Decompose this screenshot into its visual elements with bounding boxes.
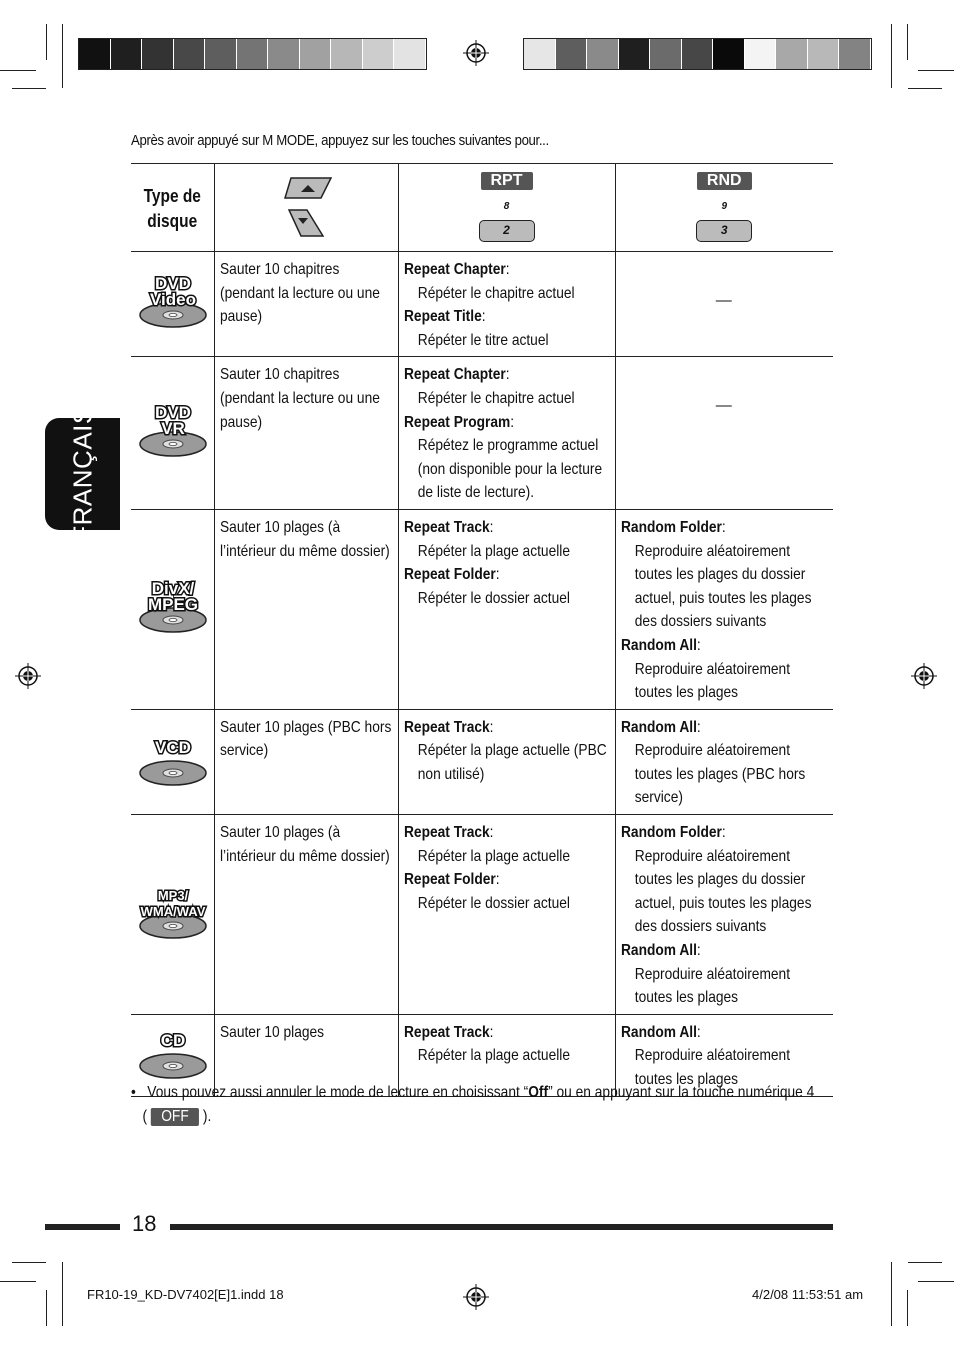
crop-mark [891,1262,892,1326]
color-swatch [682,39,714,69]
rnd-key-label: RND [697,172,752,190]
mode-title: Repeat Chapter [403,261,506,278]
color-swatch [808,39,840,69]
mode-desc: Reproduire aléatoirement toutes les plages [634,660,790,702]
rpt-cell: Repeat Chapter: Répéter le chapitre actuel Repeat Program: Répétez le programme actuel (non disponible pour la lecture de liste de lecture). [398,357,615,510]
footer-file: FR10-19_KD-DV7402[E]1.indd 18 [87,1287,284,1302]
crop-mark [46,24,47,60]
mode-desc: Répétez le programme actuel (non disponible pour la lecture de liste de lecture). [417,437,602,502]
mode-title: Repeat Chapter [403,366,506,384]
crop-mark [62,24,63,88]
crop-mark [908,88,942,89]
dvd-vr-disc-icon [137,402,209,458]
rnd-cell: Random Folder: Reproduire aléatoirement toutes les plages du dossier actuel, puis toutes les plages des dossiers suivants Random All: Reproduire aléatoirement toutes les plages [615,509,833,709]
color-swatch [363,39,395,69]
table-header-row [131,164,833,252]
color-swatch [237,39,269,69]
table-row [131,815,833,1015]
disc-type-cell [131,252,214,357]
disc-logo-text: VCD [155,737,191,757]
color-swatch [776,39,808,69]
crop-mark [0,1281,36,1282]
crop-mark [907,1290,908,1326]
language-tab-label: FRANÇAIS [67,406,97,542]
page-bar-left [45,1224,120,1230]
disc-logo-text: DVD [155,274,191,293]
number-key-3: 3 [696,220,752,242]
rpt-cell: Repeat Track: Répéter la plage actuelle Repeat Folder: Répéter le dossier actuel [398,509,615,709]
mode-title: Random All [620,636,697,654]
color-swatch [556,39,588,69]
color-swatch [524,39,556,69]
skip-cell [214,815,398,1015]
rpt-cell: Repeat Track: Répéter la plage actuelle [398,1014,615,1096]
color-swatch [300,39,332,69]
table-row [131,357,833,510]
not-applicable-dash: — [715,397,732,415]
rnd-sub-number: 9 [721,201,728,212]
crop-mark [0,70,36,71]
skip-cell [214,709,398,814]
mode-title: Random All [620,718,697,736]
dvd-video-disc-icon [137,273,209,329]
skip-text: Sauter 10 chapitres (pendant la lecture ou une pause) [219,366,380,431]
header-rnd-key [615,164,833,252]
registration-mark-icon [911,663,937,689]
mode-title: Repeat Folder [403,871,496,889]
crop-mark [907,24,908,60]
mode-desc: Répéter le chapitre actuel [417,389,575,407]
mode-title: Repeat Folder [403,566,496,584]
rpt-cell: Repeat Chapter: Répéter le chapitre actuel Repeat Title: Répéter le titre actuel [398,252,615,357]
crop-mark [891,24,892,88]
mode-desc: Reproduire aléatoirement toutes les plages [634,1047,790,1088]
color-swatch [111,39,143,69]
mode-title: Random All [620,942,697,960]
rnd-cell: Random All: Reproduire aléatoirement toutes les plages (PBC hors service) [615,709,833,814]
disc-logo-text: MPEG [147,595,199,615]
color-swatch [174,39,206,69]
color-swatch [79,39,111,69]
registration-mark-icon [463,40,489,66]
rnd-cell: Random Folder: Reproduire aléatoirement toutes les plages du dossier actuel, puis toutes les plages des dossiers suivants Random All: Reproduire aléatoirement toutes les plages [615,815,833,1015]
color-swatch [713,39,745,69]
disc-logo-text: DivX/ [151,579,195,599]
crop-mark [908,1262,942,1263]
mp3-wma-wav-disc-icon [137,884,209,940]
disc-type-cell [131,357,214,510]
off-key-label: OFF [151,1108,199,1126]
disc-logo-text: Video [150,290,196,309]
up-arrow-key-icon [281,174,337,202]
skip-text: Sauter 10 plages (à l’intérieur du même dossier) [219,824,390,865]
mode-desc: Répéter le titre actuel [417,331,549,349]
skip-cell [214,252,398,357]
not-applicable-dash: — [715,292,732,309]
table-row [131,509,833,709]
color-swatch [142,39,174,69]
mode-title: Random Folder [620,518,722,536]
disc-logo-text: VR [161,418,185,438]
page-bar-right [170,1224,833,1230]
color-swatch [268,39,300,69]
rpt-key-label: RPT [481,172,533,190]
down-arrow-key-icon [285,206,329,242]
color-bar-left [78,38,427,70]
registration-mark-icon [463,1284,489,1310]
crop-mark [12,88,46,89]
mode-title: Repeat Program [403,413,510,431]
rnd-cell [615,252,833,357]
mode-desc: Reproduire aléatoirement toutes les plages (PBC hors service) [634,742,805,807]
skip-text: Sauter 10 plages (PBC hors service) [219,718,391,760]
color-swatch [205,39,237,69]
skip-cell [214,357,398,510]
mode-title: Repeat Title [403,308,482,326]
disc-type-cell [131,509,214,709]
color-swatch [619,39,651,69]
crop-mark [12,1262,46,1263]
page-number: 18 [132,1211,157,1236]
mode-desc: Répéter la plage actuelle [417,1047,570,1065]
mode-desc: Reproduire aléatoirement toutes les plages [634,965,790,1007]
disc-type-cell [131,815,214,1015]
divx-mpeg-disc-icon [137,578,209,634]
disc-logo-text: CD [160,1030,186,1050]
note-text: • Vous pouvez aussi annuler le mode de lecture en choisissant “Off” ou en appuyant sur la touche numérique 4 ( OFF ). [131,1084,815,1125]
registration-mark-icon [15,663,41,689]
color-swatch [839,39,871,69]
crop-mark [918,70,954,71]
mode-title: Random Folder [620,824,722,842]
mode-desc: Répéter le chapitre actuel [417,284,575,302]
mode-desc: Reproduire aléatoirement toutes les plages du dossier actuel, puis toutes les plages des dossiers suivants [634,847,811,936]
mode-desc: Répéter le dossier actuel [417,589,570,607]
mode-desc: Répéter la plage actuelle [417,542,570,560]
header-skip-keys [214,164,398,252]
rpt-sub-number: 8 [503,201,510,212]
skip-text: Sauter 10 plages [219,1023,324,1041]
rnd-cell [615,357,833,510]
cd-disc-icon [137,1024,209,1080]
mode-desc: Répéter le dossier actuel [417,894,570,912]
intro-text: Après avoir appuyé sur M MODE, appuyez sur les touches suivantes pour... [131,132,549,149]
mode-title: Random All [620,1023,697,1041]
header-disc-type: Type de disque [131,164,214,252]
color-swatch [331,39,363,69]
disc-type-cell [131,709,214,814]
skip-cell [214,509,398,709]
number-key-2: 2 [479,220,535,242]
mode-title: Repeat Track [403,824,490,842]
skip-text: Sauter 10 chapitres (pendant la lecture ou une pause) [219,261,380,326]
language-tab [45,406,120,542]
color-swatch [745,39,777,69]
mode-title: Repeat Track [403,518,490,536]
table-row [131,709,833,814]
rnd-cell: Random All: Reproduire aléatoirement toutes les plages [615,1014,833,1096]
footer-date: 4/2/08 11:53:51 am [752,1287,864,1302]
table-row [131,252,833,357]
mode-desc: Répéter la plage actuelle [417,847,570,865]
crop-mark [918,1281,954,1282]
crop-mark [62,1262,63,1326]
color-swatch [394,39,426,69]
mode-title: Repeat Track [403,1023,490,1041]
skip-text: Sauter 10 plages (à l’intérieur du même dossier) [219,518,390,560]
disc-logo-text: DVD [155,402,191,422]
color-swatch [587,39,619,69]
mode-title: Repeat Track [403,718,490,736]
disc-logo-text: WMA/WAV [140,903,206,919]
color-bar-right [523,38,872,70]
color-swatch [650,39,682,69]
mode-desc: Reproduire aléatoirement toutes les plages du dossier actuel, puis toutes les plages des dossiers suivants [634,542,811,631]
rpt-cell: Repeat Track: Répéter la plage actuelle (PBC non utilisé) [398,709,615,814]
vcd-disc-icon [137,731,209,787]
crop-mark [46,1290,47,1326]
rpt-cell: Repeat Track: Répéter la plage actuelle Repeat Folder: Répéter le dossier actuel [398,815,615,1015]
disc-logo-text: MP3/ [157,887,189,903]
mode-desc: Répéter la plage actuelle (PBC non utilisé) [417,742,607,783]
repeat-random-table [131,163,833,1097]
header-rpt-key [398,164,615,252]
